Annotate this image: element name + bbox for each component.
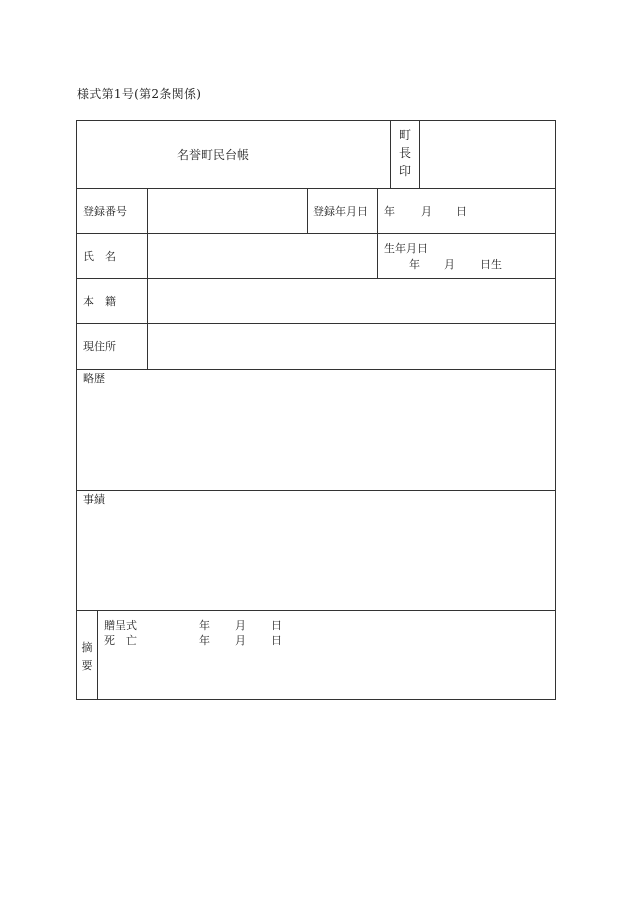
reg-date-year: 年 bbox=[384, 205, 395, 218]
mayor-seal-label bbox=[398, 129, 412, 183]
birth-date-label: 生年月日 bbox=[384, 242, 428, 255]
ceremony-day: 日 bbox=[271, 619, 282, 632]
reg-date-month: 月 bbox=[421, 205, 432, 218]
notes-label-char: 摘 bbox=[81, 641, 93, 654]
ceremony-month: 月 bbox=[235, 619, 246, 632]
birth-date-year: 年 bbox=[409, 258, 420, 271]
form-number: 様式第1号(第2条関係) bbox=[77, 87, 202, 101]
death-day: 日 bbox=[271, 634, 282, 647]
row-divider bbox=[76, 323, 556, 324]
name-label: 氏 名 bbox=[83, 250, 116, 263]
ceremony-year: 年 bbox=[199, 619, 210, 632]
history-label: 略歴 bbox=[83, 372, 105, 385]
col-divider bbox=[97, 610, 98, 700]
row-divider bbox=[76, 369, 556, 370]
reg-date-day: 日 bbox=[456, 205, 467, 218]
mayor-seal-char: 町 bbox=[398, 128, 411, 142]
col-divider bbox=[419, 120, 420, 188]
border-left bbox=[76, 120, 77, 700]
row-divider bbox=[76, 233, 556, 234]
form-title: 名誉町民台帳 bbox=[177, 148, 250, 162]
row-divider bbox=[76, 610, 556, 611]
domicile-label: 本 籍 bbox=[83, 295, 116, 308]
reg-date-label: 登録年月日 bbox=[313, 205, 368, 218]
death-year: 年 bbox=[199, 634, 210, 647]
border-top bbox=[76, 120, 556, 121]
mayor-seal-char: 長 bbox=[398, 146, 411, 160]
row-divider bbox=[76, 278, 556, 279]
col-divider bbox=[377, 188, 378, 233]
death-label: 死 亡 bbox=[104, 634, 137, 647]
notes-label bbox=[80, 642, 94, 678]
birth-date-day: 日生 bbox=[480, 258, 502, 271]
col-divider bbox=[377, 233, 378, 278]
address-label: 現住所 bbox=[83, 340, 116, 353]
death-month: 月 bbox=[235, 634, 246, 647]
ceremony-label: 贈呈式 bbox=[104, 619, 137, 632]
registry-form bbox=[76, 120, 556, 700]
row-divider bbox=[76, 188, 556, 189]
border-bottom bbox=[76, 699, 556, 700]
row-divider bbox=[76, 490, 556, 491]
col-divider bbox=[390, 120, 391, 188]
border-right bbox=[555, 120, 556, 700]
mayor-seal-char: 印 bbox=[398, 164, 411, 178]
col-divider bbox=[307, 188, 308, 233]
col-divider bbox=[147, 188, 148, 369]
birth-date-month: 月 bbox=[444, 258, 455, 271]
reg-number-label: 登録番号 bbox=[83, 205, 127, 218]
notes-label-char: 要 bbox=[81, 659, 93, 672]
achievements-label: 事績 bbox=[83, 493, 105, 506]
